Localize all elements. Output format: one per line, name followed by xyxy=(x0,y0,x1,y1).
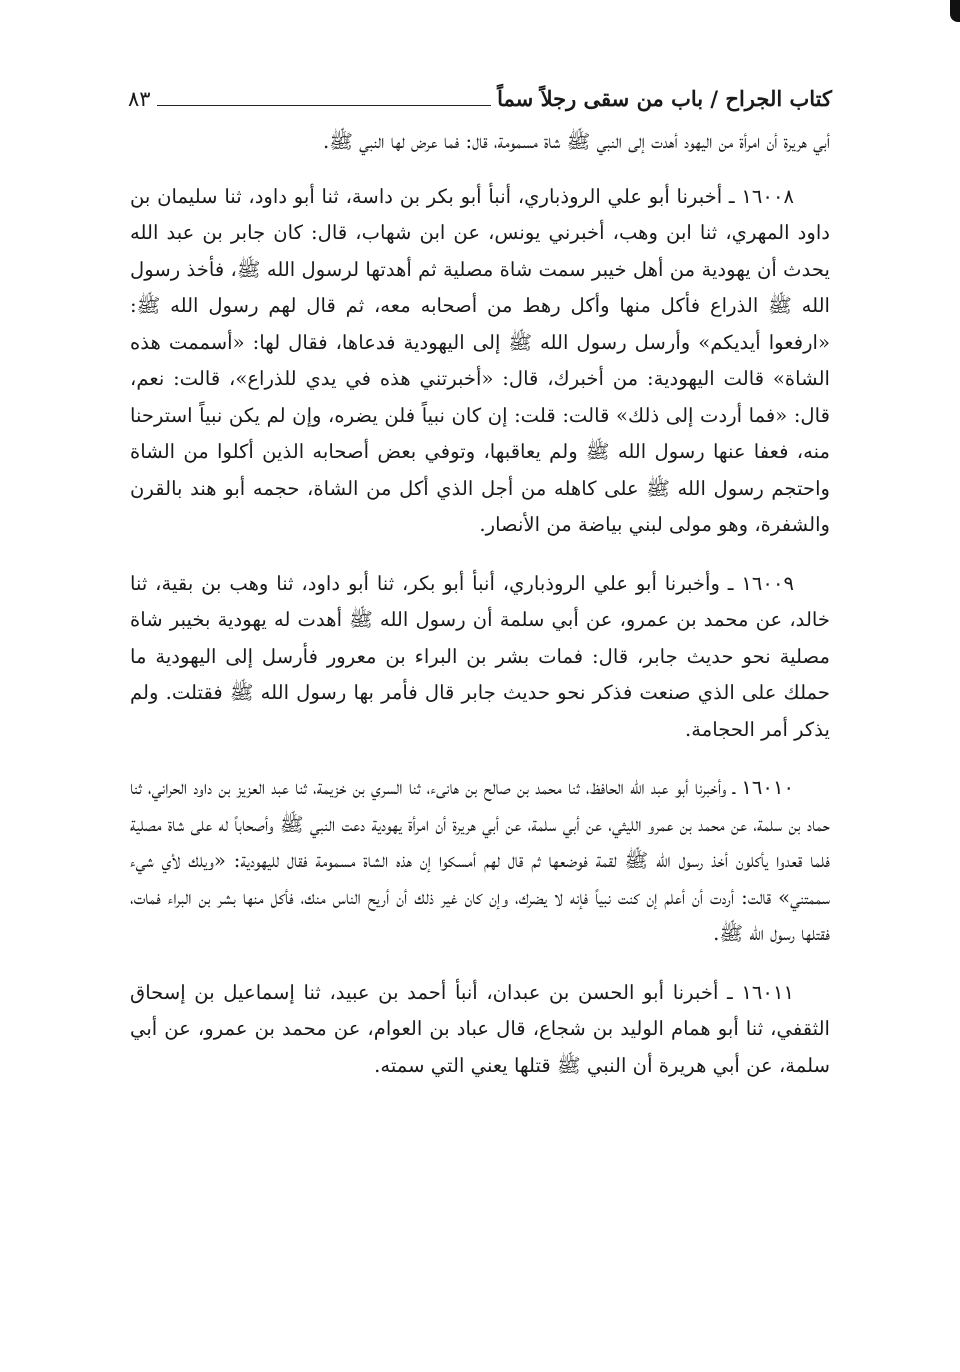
header-rule xyxy=(157,105,492,106)
running-header xyxy=(128,82,832,112)
chapter-title: كتاب الجراح / باب من سقى رجلاً سماً xyxy=(497,86,832,111)
hadith-16011: ١٦٠١١ ـ أخبرنا أبو الحسن بن عبدان، أنبأ أحمد بن عبيد، ثنا إسماعيل بن إسحاق الثقفي، ثنا أبو همام الوليد بن شجاع، قال عباد بن العوام، عن محمد بن عمرو، عن أبي سلمة، عن أبي هريرة أن النبي ﷺ قتلها يعني التي سمته. xyxy=(130,980,830,1077)
hadith-16009: ١٦٠٠٩ ـ وأخبرنا أبو علي الروذباري، أنبأ أبو بكر، ثنا أبو داود، ثنا وهب بن بقية، ثنا خالد، عن محمد بن عمرو، عن أبي سلمة أن رسول الله ﷺ أهدت له يهودية بخيبر شاة مصلية نحو حديث جابر، قال: فمات بشر بن البراء بن معرور فأرسل إلى اليهودية ما حملك على الذي صنعت فذكر نحو حديث جابر قال فأمر بها رسول الله ﷺ فقتلت. ولم يذكر أمر الحجامة. xyxy=(130,571,830,741)
continued-paragraph: أبي هريرة أن امرأة من اليهود أهدت إلى النبي ﷺ شاة مسمومة، قال: فما عرض لها النبي ﷺ. xyxy=(323,130,830,153)
hadith-16008: ١٦٠٠٨ ـ أخبرنا أبو علي الروذباري، أنبأ أبو بكر بن داسة، ثنا أبو داود، ثنا سليمان بن داود المهري، ثنا ابن وهب، أخبرني يونس، عن ابن شهاب، قال: كان جابر بن عبد الله يحدث أن يهودية من أهل خيبر سمت شاة مصلية ثم أهدتها لرسول الله ﷺ، فأخذ رسول الله ﷺ الذراع فأكل منها وأكل رهط من أصحابه معه، ثم قال لهم رسول الله ﷺ: «ارفعوا أيديكم» وأرسل رسول الله ﷺ إلى اليهودية فدعاها، فقال لها: «أسممت هذه الشاة» قالت اليهودية: من أخبرك، قال: «أخبرتني هذه في يدي للذراع»، قالت: نعم، قال: «فما أردت إلى ذلك» قالت: قلت: إن كان نبياً فلن يضره، وإن لم يكن نبياً استرحنا منه، فعفا عنها رسول الله ﷺ ولم يعاقبها، وتوفي بعض أصحابه الذين أكلوا من الشاة واحتجم رسول الله ﷺ على كاهله من أجل الذي أكل من الشاة، حجمه أبو هند بالقرن والشفرة، وهو مولى لبني بياضة من الأنصار. xyxy=(130,184,830,536)
scan-corner-mark xyxy=(950,0,960,22)
page-number: ٨٣ xyxy=(128,87,151,111)
main-text xyxy=(130,124,830,1106)
hadith-16010: ١٦٠١٠ ـ وأخبرنا أبو عبد الله الحافظ، ثنا محمد بن صالح بن هانىء، ثنا السري بن خزيمة، ثنا عبد العزيز بن داود الحراني، ثنا حماد بن سلمة، عن محمد بن عمرو الليثي، عن أبي سلمة، عن أبي هريرة أن امرأة يهودية دعت النبي ﷺ وأصحاباً له على شاة مصلية فلما قعدوا يأكلون أخذ رسول الله ﷺ لقمة فوضعها ثم قال لهم أمسكوا إن هذه الشاة مسمومة فقال لليهودية: «ويلك لأي شيء سممتني» قالت: أردت أن أعلم إن كنت نبياً فإنه لا يضرك، وإن كان غير ذلك أن أريح الناس منك، فأكل منها بشر بن البراء فمات، فقتلها رسول الله ﷺ. xyxy=(130,776,830,945)
